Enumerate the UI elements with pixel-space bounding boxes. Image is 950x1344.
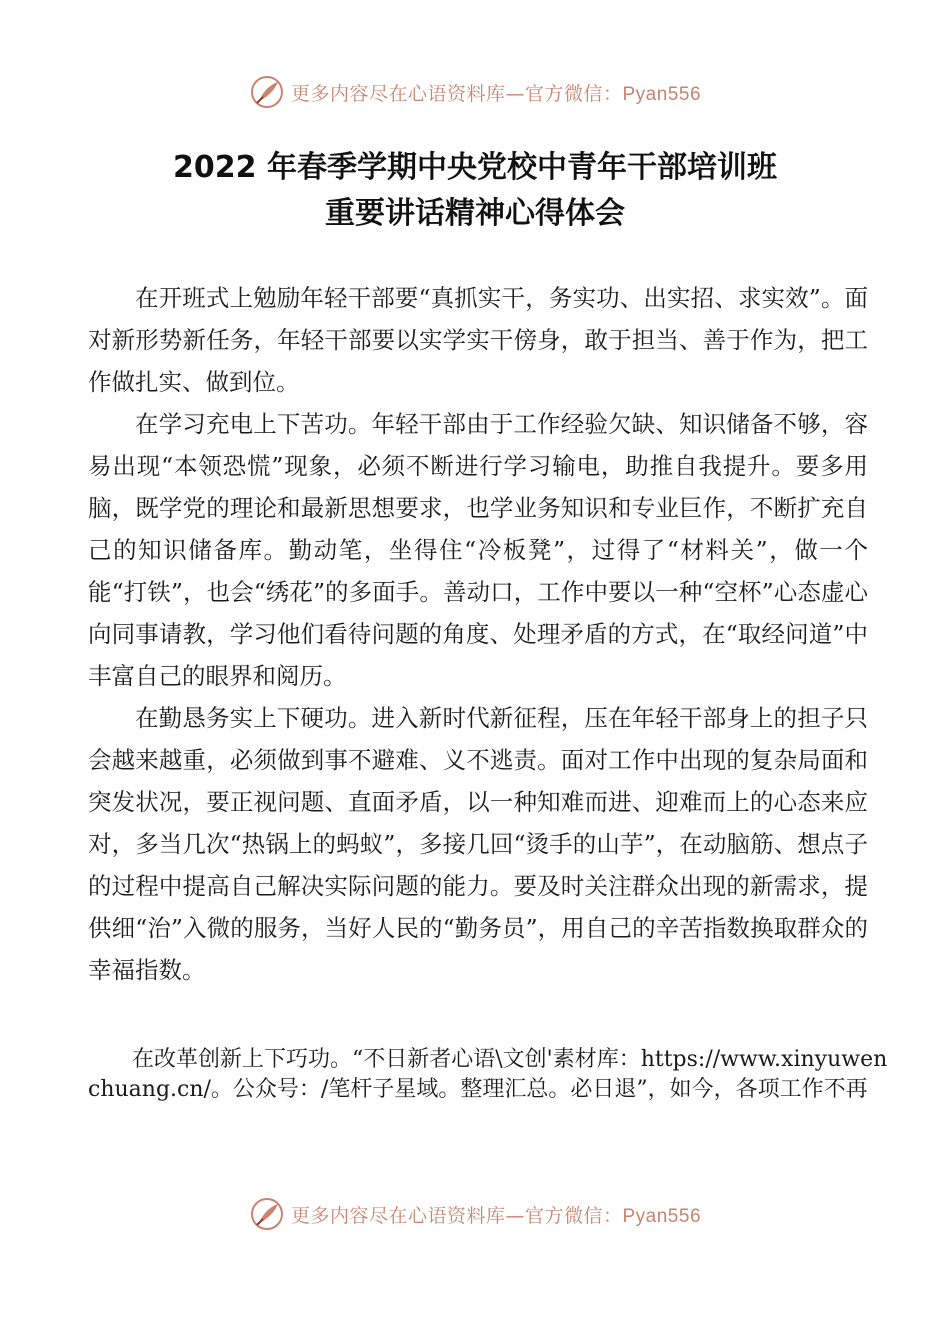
paragraph-4-partial: 在改革创新上下巧功。“不日新者心语\文创'素材库：https://www.xinyuwenchuang.cn/。公众号：/笔杆子星域。整理汇总。必日退”，如今，各项工作不再 [88, 1047, 888, 1102]
paragraph-2: 在学习充电上下苦功。年轻干部由于工作经验欠缺、知识储备不够，容易出现“本领恐慌”现象，必须不断进行学习输电，助推自我提升。要多用脑，既学党的理论和最新思想要求，也学业务知识和专业巨作，不断扩充自己的知识储备库。勤动笔，坐得住“冷板凳”，过得了“材料关”，做一个能“打铁”，也会“绣花”的多面手。善动口，工作中要以一种“空杯”心态虚心向同事请教，学习他们看待问题的角度、处理矛盾的方式，在“取经问道”中丰富自己的眼界和阅历。 [88, 410, 868, 690]
paragraph-3: 在勤恳务实上下硬功。进入新时代新征程，压在年轻干部身上的担子只会越来越重，必须做到事不避难、义不逃责。面对工作中出现的复杂局面和突发状况，要正视问题、直面矛盾，以一种知难而进、迎难而上的心态来应对，多当几次“热锅上的蚂蚁”，多接几回“烫手的山芋”，在动脑筋、想点子的过程中提高自己解决实际问题的能力。要及时关注群众出现的新需求，提供细“治”入微的服务，当好人民的“勤务员”，用自己的辛苦指数换取群众的幸福指数。 [88, 704, 868, 984]
document-body [88, 277, 868, 991]
header-watermark [0, 72, 950, 112]
watermark-text: 更多内容尽在心语资料库—官方微信：Pyan556 [290, 82, 702, 105]
feather-pen-logo-icon [249, 74, 285, 110]
watermark-text: 更多内容尽在心语资料库—官方微信：Pyan556 [290, 1204, 702, 1227]
document-title-line-1: 2022 年春季学期中央党校中青年干部培训班 [173, 150, 777, 185]
feather-pen-logo-icon [249, 1196, 285, 1232]
paragraph-1: 在开班式上勉励年轻干部要“真抓实干，务实功、出实招、求实效”。面对新形势新任务，年轻干部要以实学实干傍身，敢于担当、善于作为，把工作做扎实、做到位。 [88, 284, 868, 396]
document-title-line-2: 重要讲话精神心得体会 [325, 196, 625, 231]
footer-watermark [0, 1194, 950, 1234]
